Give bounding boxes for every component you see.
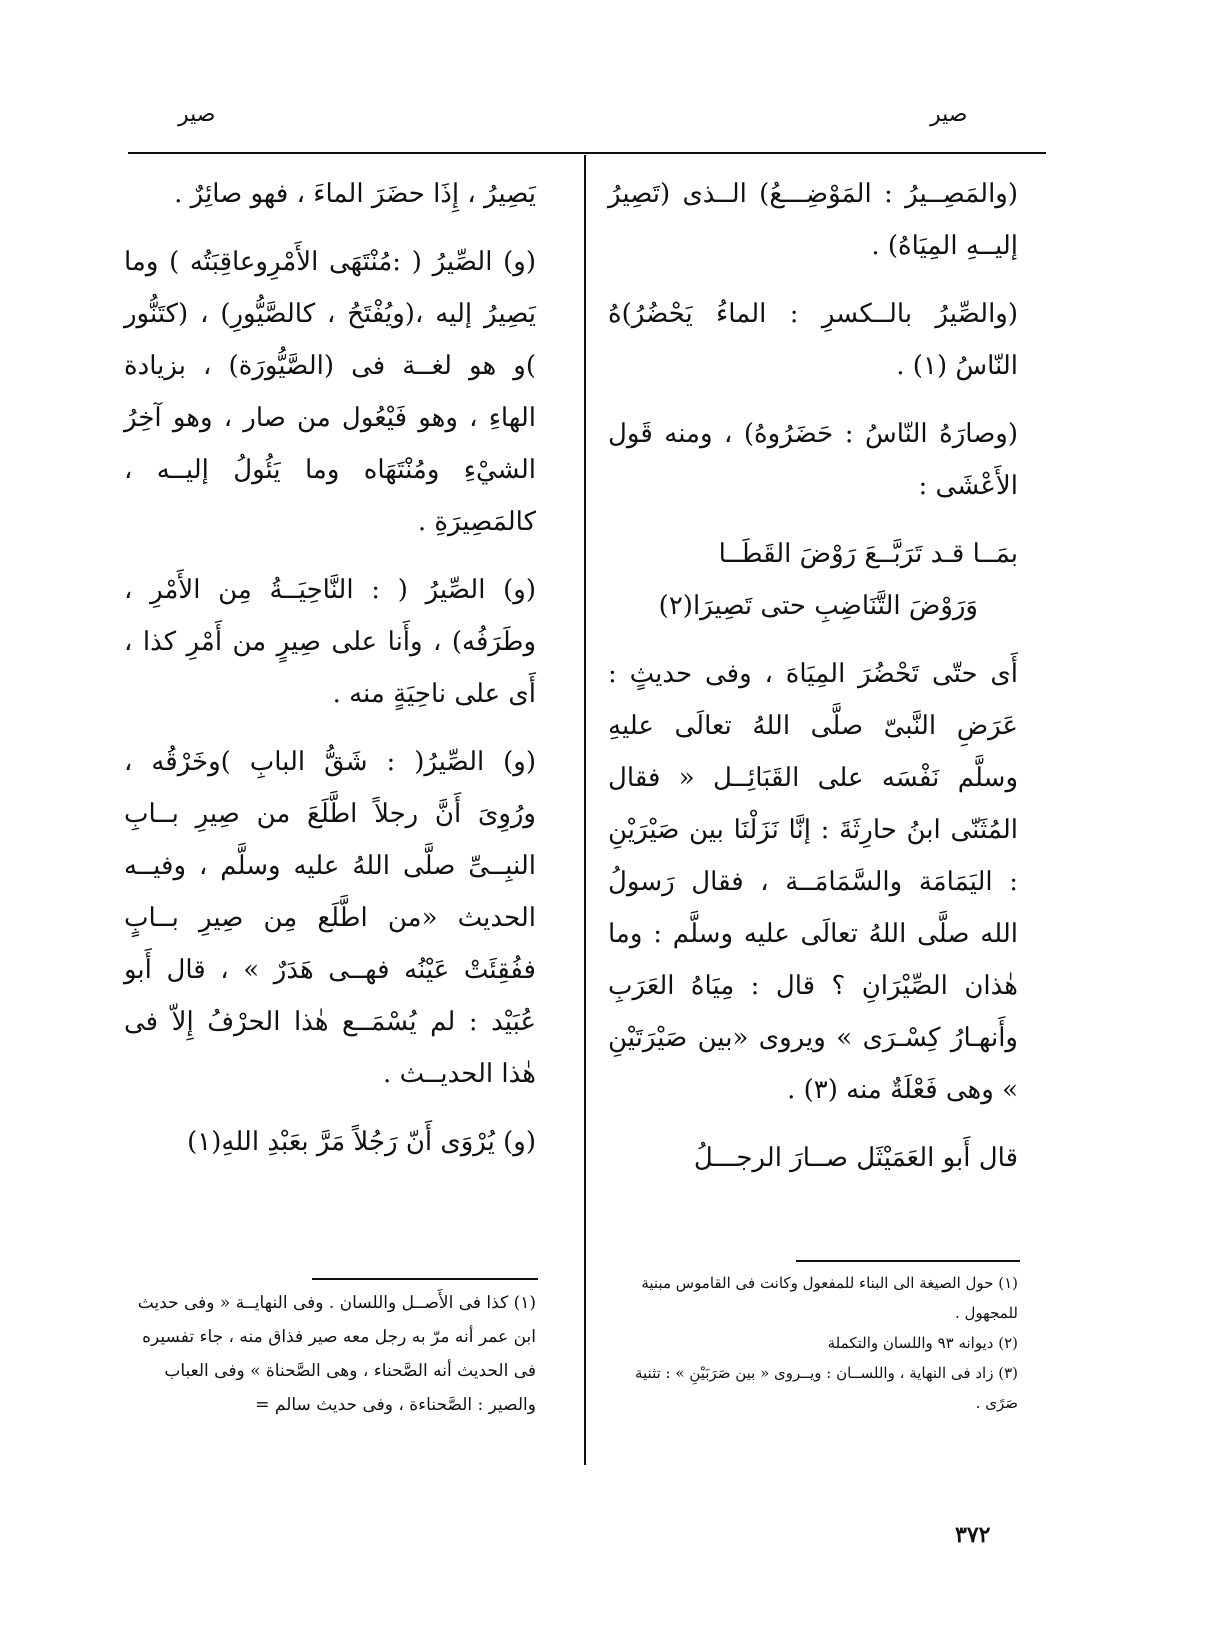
entry-paragraph: قال أَبو العَمَيْثَل صــارَ الرجـــلُ bbox=[693, 1143, 1018, 1173]
entry-paragraph: أَى حتّى تَحْضُرَ المِيَاهَ ، وفى حديثٍ : عَرَضِ النَّبىّ صلَّى اللهُ تعالَى عليهِ وسلَّم نَفْسَه على القَبَائِــل « فقال المُثَنّى ابنُ حارِثَةَ : إنَّا نَزَلْنَا بين صَيْرَيْنِ : اليَمَامَة والسَّمَامَــة ، فقال رَسولُ الله صلَّى اللهُ تعالَى عليه وسلَّم : وما هٰذان الصِّيْرَانِ ؟ قال : مِيَاهُ العَرَبِ وأَنهـارُ كِسْـرَى » ويروى «بين صَيْرَتَيْنِ » وهى فَعْلَةٌ منه (٣) . bbox=[608, 659, 1018, 1105]
footnote: (٢) ديوانه ٩٣ واللسان والتكملة bbox=[827, 1334, 1018, 1352]
footnote: (٣) زاد فى النهاية ، واللســان : ويــروى « بين صَرَبَيْنِ » : تثنية صَرًى . bbox=[634, 1364, 1018, 1412]
footnote: (١) حول الصيغة الى البناء للمفعول وكانت فى القاموس مبنية للمجهول . bbox=[641, 1274, 1018, 1322]
entry-paragraph: (و) الصِّيرُ ( :مُنْتَهَى الأَمْرِوعاقِبَتُه ) وما يَصِيرُ إليه ،(ويُفْتَحُ ، كالصَّيُّورِ) ، (كتَنُّور )و هو لغــة فى (الصَّيُّورَة) ، بزيادة الهاءِ ، وهو فَيْعُول من صار ، وهو آخِرُ الشيْءِ ومُنْتَهَاه وما يَئُولُ إليــه ، كالمَصِيرَةِ . bbox=[124, 247, 536, 537]
right-column bbox=[608, 168, 1018, 1200]
running-head-left: صير bbox=[178, 102, 216, 127]
column-divider bbox=[584, 155, 586, 1465]
footnotes-left bbox=[124, 1286, 536, 1422]
entry-paragraph: (والصِّيرُ بالــكسرِ : الماءُ يَحْضُرُ)هُ النّاسُ (١) . bbox=[608, 299, 1018, 381]
entry-paragraph: (و) يُرْوَى أَنّ رَجُلاً مَرَّ بعَبْدِ اللهِ(١) bbox=[187, 1127, 536, 1157]
left-column bbox=[124, 168, 536, 1184]
entry-paragraph: (و) الصِّيرُ( : شَقُّ البابِ )وخَرْقُه ، ورُوِىَ أَنَّ رجلاً اطَّلَعَ من صِيرِ بــابِ النبِــىِّ صلَّى اللهُ عليه وسلَّم ، وفيــه الحديث «من اطَّلَع مِن صِيرِ بــابٍ ففُقِئَتْ عَيْنُه فهــى هَدَرٌ » ، قال أَبو عُبَيْد : لم يُسْمَــع هٰذا الحرْفُ إِلاّ فى هٰذا الحديــث . bbox=[124, 747, 536, 1089]
entry-paragraph: (وصارَهُ النّاسُ : حَضَرُوهُ) ، ومنه قَول الأَعْشَى : bbox=[608, 419, 1018, 501]
footnotes-right bbox=[608, 1268, 1018, 1418]
footnote-rule-right bbox=[796, 1260, 1020, 1262]
verse-line: وَرَوْضَ التَّنَاضِبِ حتى تَصِيرَا(٢) bbox=[658, 591, 978, 621]
entry-paragraph: (والمَصِــيرُ : المَوْضِـــعُ) الــذى (تَصِيرُ إليــهِ المِيَاهُ) . bbox=[608, 179, 1018, 261]
verse-line: بمَــا قـد تَرَبَّــعَ رَوْضَ القَطَــا bbox=[718, 539, 1018, 569]
header-rule bbox=[128, 152, 1046, 154]
entry-paragraph: (و) الصِّيرُ ( : النَّاحِيَــةُ مِن الأَمْرِ ، وطَرَفُه) ، وأَنا على صِيرٍ من أَمْرِ كذا ، أَى على ناحِيَةٍ منه . bbox=[124, 575, 536, 709]
running-head-right: صير bbox=[930, 102, 968, 127]
page-number: ٣٧٢ bbox=[955, 1522, 991, 1548]
poetry-verse bbox=[608, 528, 1018, 632]
footnote: (١) كذا فى الأَصــل واللسان . وفى النهايــة « وفى حديث ابن عمر أنه مرّ به رجل معه صير فذاق منه ، جاء تفسيره فى الحديث أنه الصَّحناء ، وهى الصَّحناة » وفى العباب والصير : الصَّحناءة ، وفى حديث سالم = bbox=[137, 1293, 536, 1415]
footnote-rule-left bbox=[312, 1278, 538, 1280]
entry-paragraph: يَصِيرُ ، إِذَا حضَرَ الماءَ ، فهو صائِرٌ . bbox=[174, 179, 536, 209]
